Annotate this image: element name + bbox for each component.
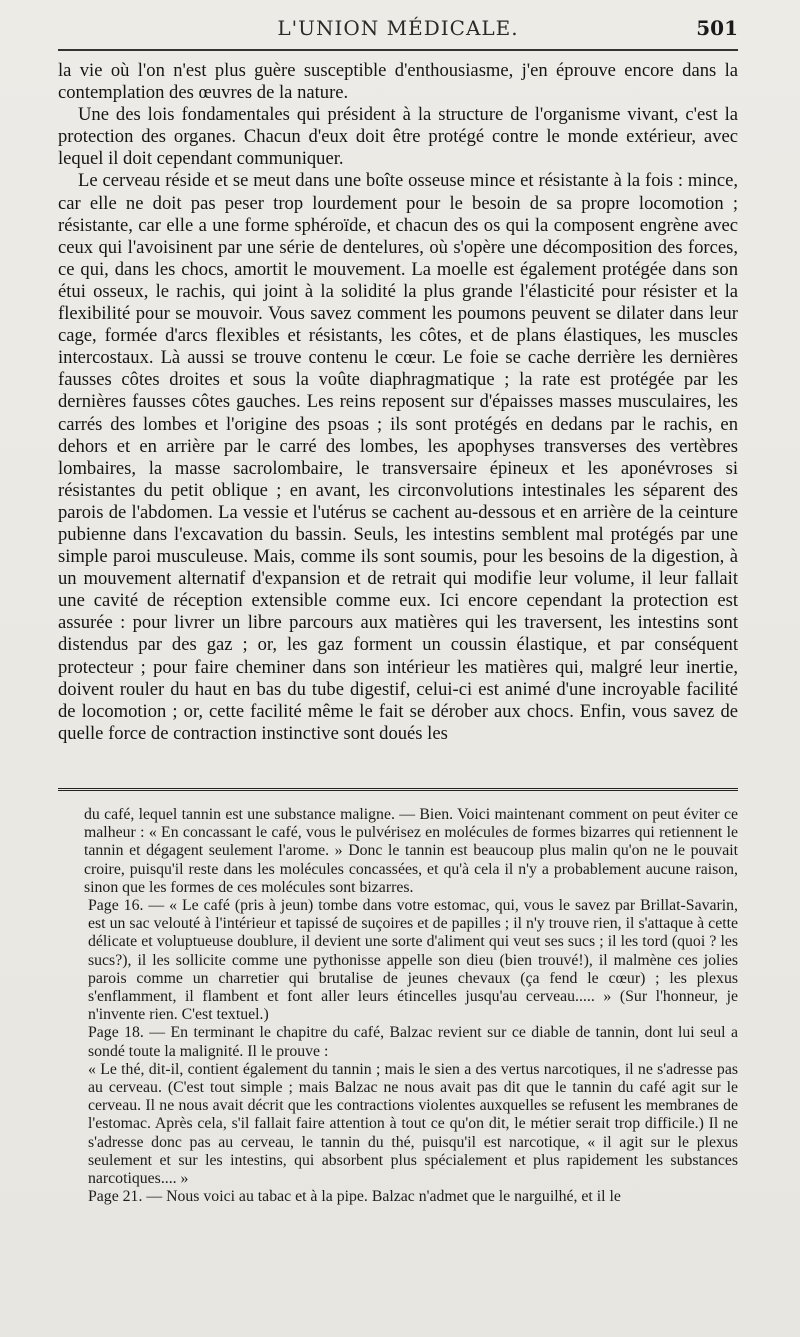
main-paragraph: la vie où l'on n'est plus guère susceptible d'enthousiasme, j'en éprouve encore dans la contemplation des œuvres de la nature. (58, 60, 738, 104)
footnote-paragraph: Page 21. — Nous voici au tabac et à la pipe. Balzac n'admet que le narguilhé, et il le (88, 1188, 621, 1206)
main-paragraph: Le cerveau réside et se meut dans une boîte osseuse mince et résistante à la fois : mince, car elle ne doit pas peser trop lourdement pour le besoin de sa propre locomotion ; résistante, car elle a une forme sphéroïde, et chacun des os qui la composent engrène avec ceux qui l'avoisinent par une série de dentelures, où s'opère une décomposition des forces, ce qui, dans les chocs, amortit le mouvement. La moelle est également protégée dans son étui osseux, le rachis, qui joint à la solidité la plus grande l'élasticité pour résister et la flexibilité pour se mouvoir. Vous savez comment les poumons peuvent se dilater dans leur cage, formée d'arcs flexibles et résistants, les côtes, et de plans élastiques, les muscles intercostaux. Là aussi se trouve contenu le cœur. Le foie se cache derrière les dernières fausses côtes droites et sous la voûte diaphragmatique ; la rate est protégée par les dernières fausses côtes gauches. Les reins reposent sur d'épaisses masses musculaires, les carrés des lombes et l'origine des psoas ; ils sont protégés en dedans par le rachis, en dehors et en arrière par le carré des lombes, les apophyses transverses des vertèbres lombaires, la masse sacrolombaire, le transversaire épineux et les aponévroses si résistantes du petit oblique ; en avant, les circonvolutions intestinales les séparent des parois de l'abdomen. La vessie et l'utérus se cachent au-dessous et en arrière de la ceinture pubienne dans l'excavation du bassin. Seuls, les intestins semblent mal protégés par une simple paroi musculeuse. Mais, comme ils sont soumis, pour les besoins de la digestion, à un mouvement alternatif d'expansion et de retrait qui modifie leur volume, il leur fallait une cavité de réception extensible comme eux. Ici encore cependant la protection est assurée : pour livrer un libre parcours aux matières qui les traversent, les intestins sont distendus par des gaz ; or, les gaz forment un coussin élastique, et par conséquent protecteur ; pour faire cheminer dans son intérieur les matières qui, malgré leur inertie, doivent rouler du haut en bas du tube digestif, celui-ci est animé d'une incroyable facilité de locomotion ; or, cette facilité même le fait se dérober aux chocs. Enfin, vous savez de quelle force de contraction instinctive sont doués les (58, 170, 738, 744)
footnote-divider (58, 788, 738, 794)
main-paragraph: Une des lois fondamentales qui président à la structure de l'organisme vivant, c'est la protection des organes. Chacun d'eux doit être protégé contre le monde extérieur, avec lequel il doit cependant communiquer. (58, 104, 738, 170)
header-rule (58, 49, 738, 51)
footnote-paragraph: Page 16. — « Le café (pris à jeun) tombe dans votre estomac, qui, vous le savez par Brillat-Savarin, est un sac velouté à l'intérieur et tapissé de suçoires et de papilles ; il n'y trouve rien, il s'attaque à cette délicate et voluptueuse doublure, il devient une sorte d'aliment qui veut ses sucs ; il les tord (quoi ? les sucs?), il les sollicite comme une pythonisse appelle son dieu (bien trouvé!), il malmène ces jolies parois comme un charretier qui brutalise de jeunes chevaux (ça fend le cœur) ; les plexus s'enflamment, il flambent et font aller leurs étincelles jusqu'au cerveau..... » (Sur l'honneur, je n'invente rien. C'est textuel.) (88, 897, 738, 1024)
page-number: 501 (696, 16, 738, 40)
page-header (58, 12, 738, 46)
footnotes (84, 806, 738, 1206)
footnote-paragraph: « Le thé, dit-il, contient également du tannin ; mais le sien a des vertus narcotiques, il ne s'adresse pas au cerveau. (C'est tout simple ; mais Balzac ne nous avait pas dit que le tannin du café agit sur le cerveau. Il ne nous avait décrit que les contractions violentes auxquelles se refusent les membranes de l'estomac. Après cela, s'il fallait faire attention à tout ce qu'on dit, le métier serait trop difficile.) Il ne s'adresse donc pas au cerveau, le tannin du thé, puisqu'il est narcotique, « il agit sur le plexus seulement et sur les intestins, qui absorbent plus spécialement et plus rapidement les substances narcotiques.... » (88, 1060, 738, 1188)
running-title: L'UNION MÉDICALE. (277, 16, 519, 40)
main-text (58, 60, 738, 745)
footnote-paragraph: Page 18. — En terminant le chapitre du café, Balzac revient sur ce diable de tannin, dont lui seul a sondé toute la malignité. Il le prouve : (88, 1024, 738, 1060)
footnote-paragraph: du café, lequel tannin est une substance maligne. — Bien. Voici maintenant comment on peut éviter ce malheur : « En concassant le café, vous le pulvérisez en molécules de formes bizarres qui retiennent le tannin et dégagent seulement l'arome. » Donc le tannin est beaucoup plus malin qu'on ne le pouvait croire, puisqu'il reste dans les molécules concassées, et qu'à cela il n'y a probablement aucune raison, sinon que les formes de ces molécules sont bizarres. (84, 806, 738, 896)
